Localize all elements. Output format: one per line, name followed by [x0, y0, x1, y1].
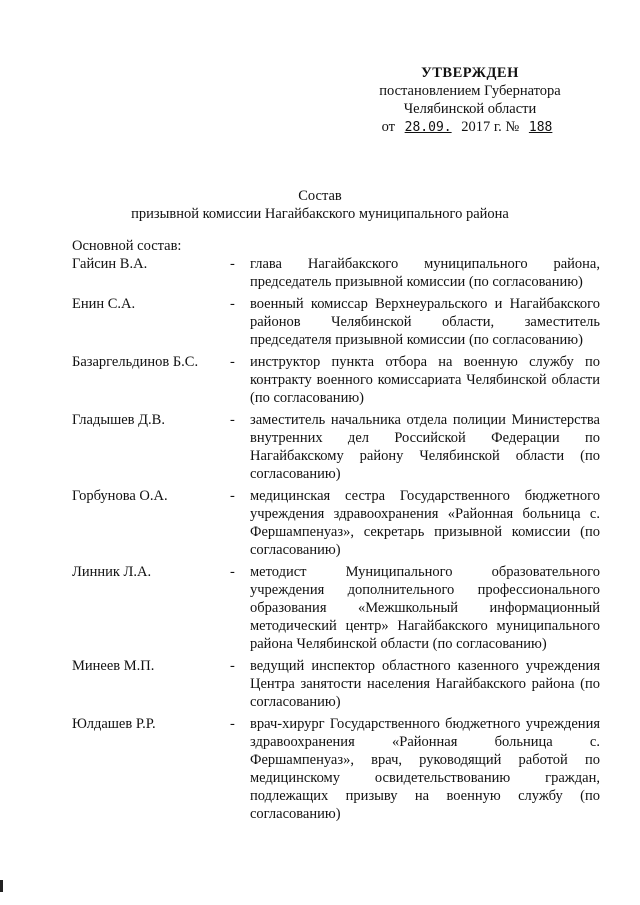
- member-name: Базаргельдинов Б.С.: [72, 354, 199, 370]
- approval-date: 28.09.: [404, 120, 452, 135]
- document-title: [0, 187, 640, 223]
- member-dash: -: [230, 354, 235, 370]
- member-name: Линник Л.А.: [72, 564, 152, 580]
- approval-block: [370, 64, 570, 137]
- member-dash: -: [230, 716, 235, 732]
- member-dash: -: [230, 296, 235, 312]
- approval-year: 2017 г. №: [461, 119, 520, 135]
- member-role: методист Муниципального образовательного учреждения дополнительного профессионального образования «Межшкольный информационный методический центр» Нагайбакского муниципального района Челябинской области (по согласованию): [250, 564, 600, 652]
- member-name: Юлдашев Р.Р.: [72, 716, 156, 732]
- section-label: Основной состав:: [72, 238, 182, 254]
- approved-heading: УТВЕРЖДЕН: [421, 65, 519, 81]
- member-dash: -: [230, 488, 235, 504]
- member-dash: -: [230, 564, 235, 580]
- approval-line-2: Челябинской области: [403, 101, 537, 117]
- member-dash: -: [230, 256, 235, 272]
- member-role: врач-хирург Государственного бюджетного учреждения здравоохранения «Районная больница с. Фершампенуаз», врач, руководящий работой по медицинскому освидетельствованию граждан, подлежащих призыву на военную службу (по согласованию): [250, 716, 600, 822]
- member-name: Енин С.А.: [72, 296, 136, 312]
- member-row: [72, 295, 600, 349]
- member-row: [72, 255, 600, 291]
- member-dash: -: [230, 412, 235, 428]
- member-row: [72, 715, 600, 823]
- member-role: военный комиссар Верхнеуральского и Нагайбакского районов Челябинской области, заместитель председателя призывной комиссии (по согласованию): [250, 296, 600, 348]
- member-role: медицинская сестра Государственного бюджетного учреждения здравоохранения «Районная больница с. Фершампенуаз», секретарь призывной комиссии (по согласованию): [250, 488, 600, 558]
- member-name: Минеев М.П.: [72, 658, 155, 674]
- scan-mark: [0, 880, 3, 892]
- member-role: заместитель начальника отдела полиции Министерства внутренних дел Российской Федерации по Нагайбакскому району Челябинской области (по согласованию): [250, 412, 600, 482]
- member-row: [72, 657, 600, 711]
- members-list: [72, 255, 600, 827]
- member-row: [72, 487, 600, 559]
- approval-from: от: [381, 119, 396, 135]
- member-row: [72, 411, 600, 483]
- member-name: Горбунова О.А.: [72, 488, 168, 504]
- approval-line-1: постановлением Губернатора: [379, 83, 561, 99]
- member-role: инструктор пункта отбора на военную службу по контракту военного комиссариата Челябинской области (по согласованию): [250, 354, 600, 406]
- approval-date-line: [370, 118, 570, 137]
- member-role: ведущий инспектор областного казенного учреждения Центра занятости населения Нагайбакского района (по согласованию): [250, 658, 600, 710]
- title-line-2: призывной комиссии Нагайбакского муниципального района: [131, 206, 509, 222]
- member-role: глава Нагайбакского муниципального района, председатель призывной комиссии (по согласованию): [250, 256, 600, 290]
- member-row: [72, 563, 600, 653]
- member-row: [72, 353, 600, 407]
- member-dash: -: [230, 658, 235, 674]
- member-name: Гладышев Д.В.: [72, 412, 165, 428]
- title-line-1: Состав: [298, 188, 342, 204]
- approval-number: 188: [528, 120, 553, 135]
- member-name: Гайсин В.А.: [72, 256, 148, 272]
